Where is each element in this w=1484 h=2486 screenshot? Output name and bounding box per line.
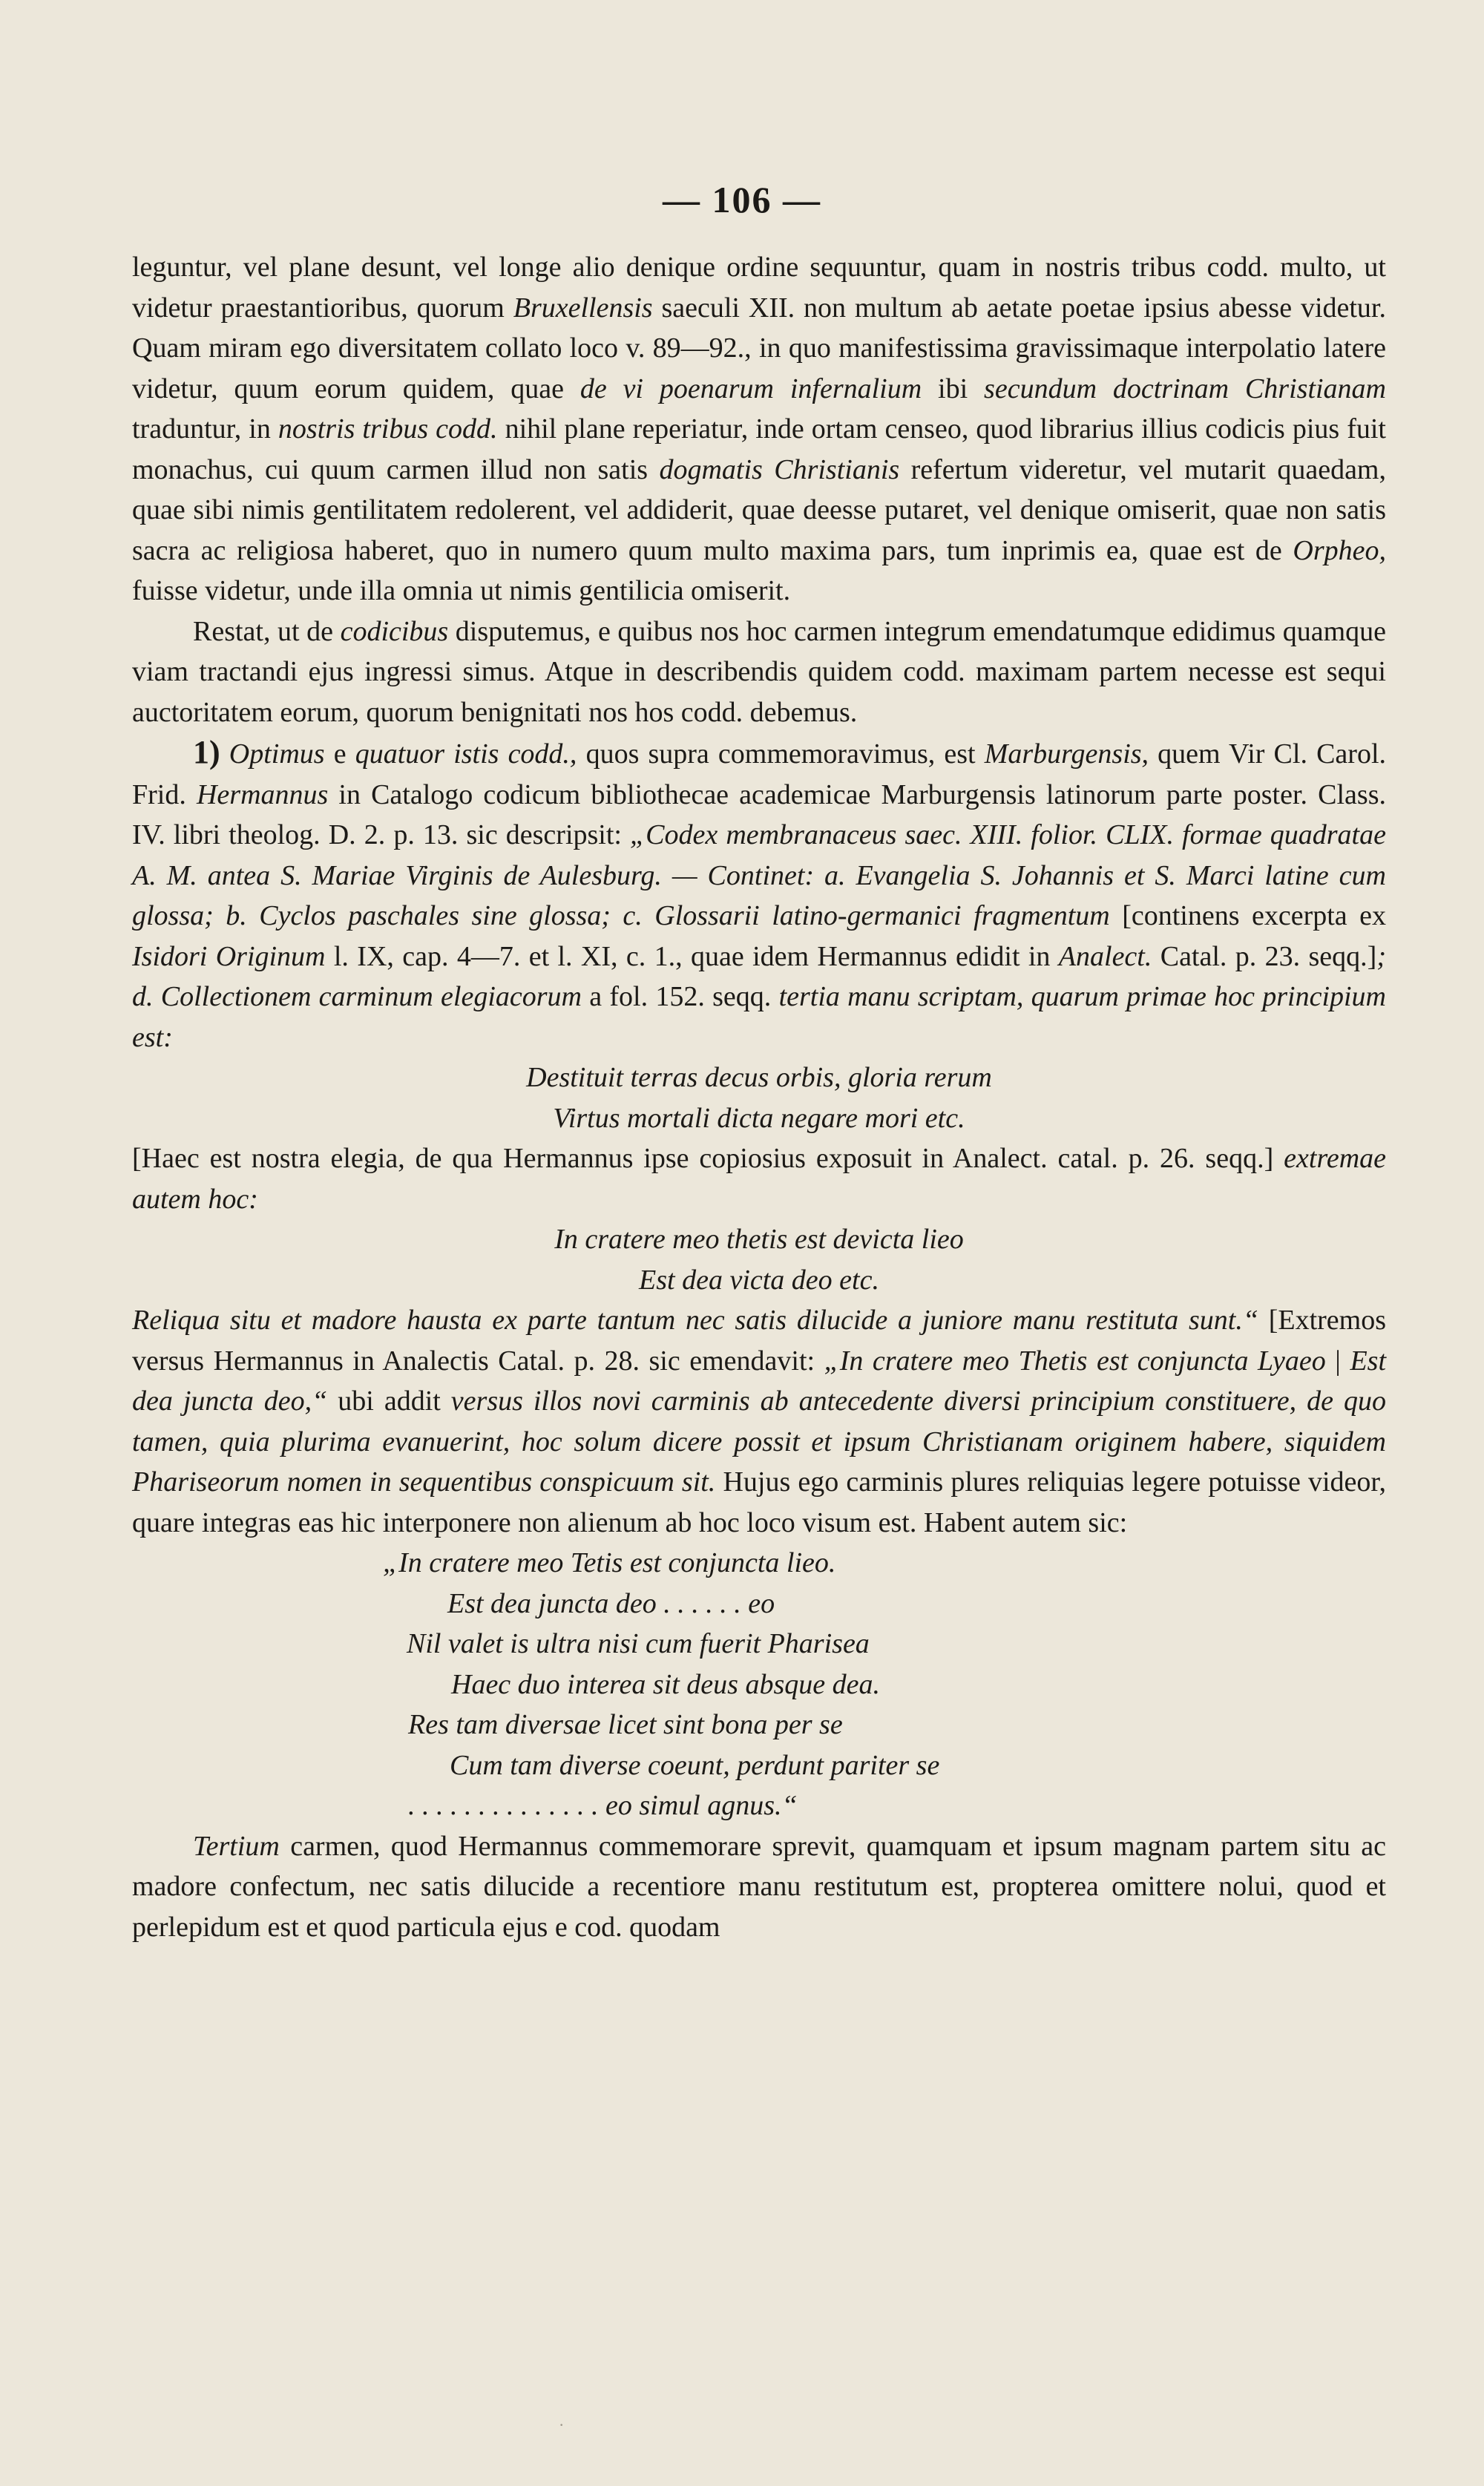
page-number: — 106 — [663,179,821,220]
verse-text: Haec duo interea sit deus absque dea. [451,1668,880,1700]
text-run: quos supra commemoravimus, est [577,738,985,770]
italic-run: Orpheo, [1293,534,1386,566]
italic-run: Optimus [229,738,325,770]
italic-run: versus illos novi carminis ab antecedente diversi principium constituere, de quo tamen, quia plurima evanuerint, hoc solum dicere possit et ipsum Christianam originem habere, siquidem Phariseorum nomen in sequentibus conspicuum sit. [132,1385,1386,1498]
verse-text: Cum tam diverse coeunt, perdunt pariter se [450,1749,940,1781]
verse-line [132,1665,1386,1705]
italic-run: Marburgensis, [984,738,1149,770]
text-run: quem Vir Cl. Carol. Frid. [132,738,1386,810]
text-run: saeculi XII. non multum ab aetate poetae ipsius abesse videtur. Quam miram ego diversitatem collato loco v. 89—92., in quo manifestissima gravissimaque interpolatio latere videtur, quum eorum quidem, quae [132,292,1386,404]
italic-run: ; d. Collectionem carminum elegiacorum [132,940,1386,1012]
verse-line [132,1624,1386,1665]
text-run: [Extremos versus Hermannus in Analectis Catal. p. 28. sic emendavit: [132,1305,1386,1377]
italic-run: Bruxellensis [513,292,653,324]
italic-run: dogmatis Christianis [659,453,900,485]
text-run: in Catalogo codicum bibliothecae academicae Marburgensis latinorum parte poster. Class. IV. libri theolog. D. 2. p. 13. sic descripsit: [132,778,1386,850]
italic-run: secundum doctrinam Christianam [984,373,1387,404]
text-run: traduntur, in [132,413,278,445]
italic-run: codicibus [340,615,449,647]
verse-line [132,1219,1386,1260]
text-run: refertum videretur, vel mutarit quaedam, quae sibi nimis gentilitatem redolerent, vel addiderit, quae deesse putaret, vel denique omiserit, quae non satis sacra ac religiosa haberet, quo in numero quum multo maxima pars, tum inprimis ea, quae est de [132,453,1386,566]
italic-run: „Codex membranaceus saec. XIII. folior. CLIX. formae quadratae A. M. antea S. Mariae Virginis de Aulesburg. — Continet: a. Evangelia S. Johannis et S. Marci latine cum glossa; b. Cyclos paschales sine glossa; c. Glossarii latino-germanici fragmentum [132,819,1386,931]
italic-run: Isidori Originum [132,940,326,972]
text-run: Hujus ego carminis plures reliquias legere potuisse videor, quare integras eas hic interponere non alienum ab hoc loco visum est. Habent autem sic: [132,1466,1387,1538]
verse-text: Virtus mortali dicta negare mori etc. [553,1102,965,1134]
body-text [132,247,1386,1947]
text-run: leguntur, vel plane desunt, vel longe alio denique ordine sequuntur, quam in nostris tribus codd. multo, ut videtur praestantioribus, quorum [132,252,1386,324]
paragraph-5 [132,1300,1386,1543]
text-run: ubi addit [327,1385,451,1417]
text-run: carmen, quod Hermannus commemorare sprevit, quamquam et ipsum magnam partem situ ac madore confectum, nec satis dilucide a recentiore manu restitutum est, propterea omittere nolui, quod et perlepidum est et quod particula ejus e cod. quodam [132,1830,1386,1943]
italic-run: Analect. [1058,940,1152,972]
verse-line [132,1705,1386,1745]
verse-line [132,1057,1386,1098]
text-run: disputemus, e quibus nos hoc carmen integrum emendatumque edidimus quamque viam tractandi ejus ingressi simus. Atque in describendis quidem codd. maximam partem necesse est sequi auctoritatem eorum, quorum benignitati nos hos codd. debemus. [132,615,1386,728]
text-run: Restat, ut de [193,615,341,647]
text-run: l. IX, cap. 4—7. et l. XI, c. 1., quae idem Hermannus edidit in [325,940,1059,972]
paragraph-1 [132,247,1386,611]
verse-text: Est dea juncta deo . . . . . . eo [447,1587,775,1619]
italic-run: „In cratere meo Thetis est conjuncta Lyaeo [824,1345,1326,1377]
italic-run: Reliqua situ et madore hausta ex parte tantum nec satis dilucide a juniore manu restituta sunt.“ [132,1305,1258,1336]
text-run: Catal. p. 23. seqq.] [1152,940,1377,972]
text-run: [Haec est nostra elegia, de qua Hermannus ipse copiosius exposuit in Analect. catal. p. 26. seqq.] [132,1143,1284,1174]
paragraph-6 [132,1826,1386,1948]
verse-text: Est dea victa deo etc. [639,1264,879,1296]
text-run: nihil plane reperiatur, inde ortam censeo, quod librarius illius codicis pius fuit monachus, cui quum carmen illud non satis [132,413,1386,485]
verse-text: Nil valet is ultra nisi cum fuerit Pharisea [407,1628,870,1659]
italic-run: nostris tribus codd. [278,413,498,445]
text-run: ibi [922,373,985,404]
italic-run: quatuor istis codd., [355,738,577,770]
verse-line [132,1543,1386,1584]
text-run: e [324,738,355,770]
italic-run: Hermannus [196,778,329,810]
verse-line [132,1745,1386,1786]
italic-run: tertia manu scriptam, quarum primae hoc principium est: [132,981,1386,1053]
verse-text: . . . . . . . . . . . . . . eo simul agnus.“ [408,1790,798,1821]
verse-text: In cratere meo thetis est devicta lieo [554,1224,964,1255]
text-run: [continens excerpta ex [1109,900,1387,931]
verse-text: Destituit terras decus orbis, gloria rerum [526,1062,992,1093]
italic-run: extremae autem hoc: [132,1143,1386,1215]
paragraph-2 [132,611,1386,733]
verse-line [132,1584,1386,1624]
text-run: fuisse videtur, unde illa omnia ut nimis gentilicia omiserit. [132,575,791,606]
item-number: 1) [193,734,220,770]
italic-run: Tertium [193,1830,280,1862]
text-run: a fol. 152. seqq. [581,981,779,1012]
verse-line [132,1785,1386,1826]
italic-run: de vi poenarum infernalium [580,373,922,404]
paragraph-4 [132,1138,1386,1219]
paragraph-3 [132,732,1386,1057]
italic-run: Est dea juncta deo,“ [132,1345,1386,1417]
verse-text: Res tam diversae licet sint bona per se [408,1709,843,1740]
paper-speck: · [559,2416,565,2434]
verse-text: „In cratere meo Tetis est conjuncta lieo. [383,1547,836,1578]
verse-line [132,1260,1386,1301]
text-run: | [1325,1345,1350,1377]
verse-line [132,1098,1386,1139]
